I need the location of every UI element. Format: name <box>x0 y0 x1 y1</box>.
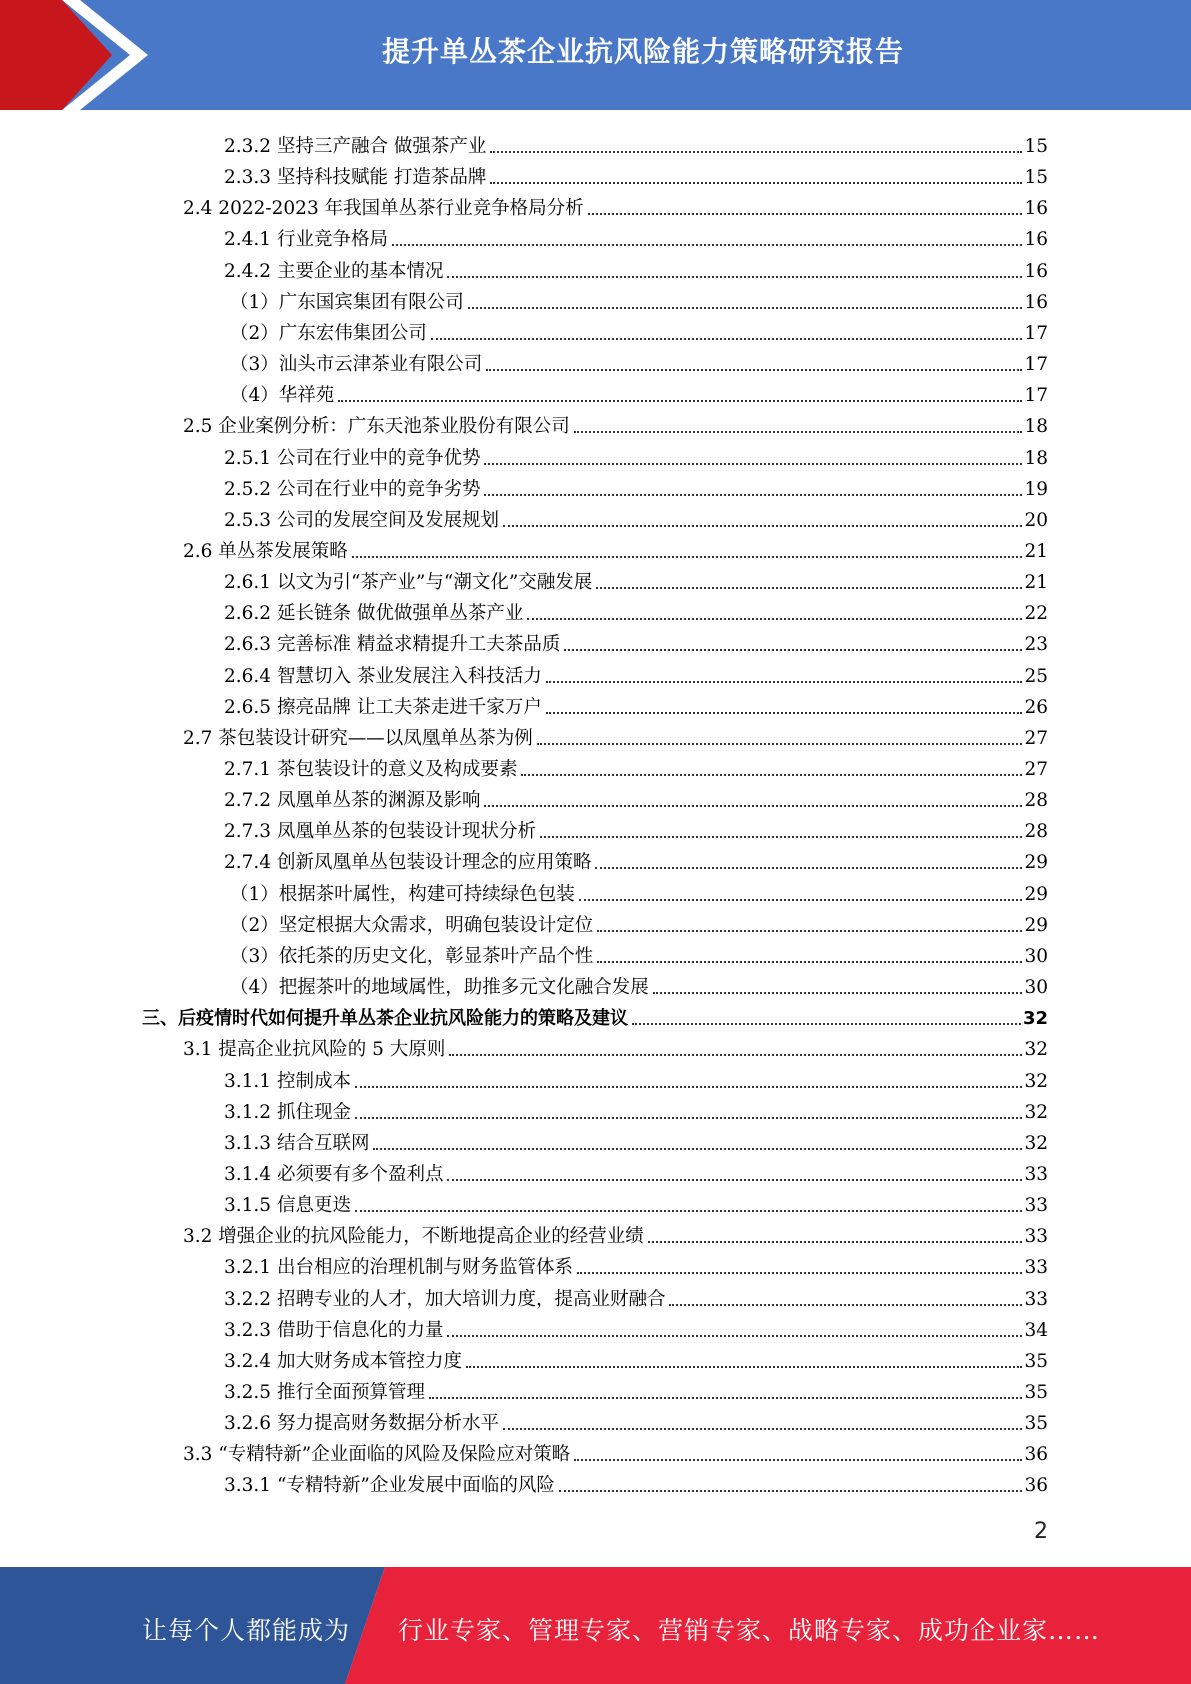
toc-entry[interactable] <box>224 782 1048 813</box>
toc-entry-page: 29 <box>1024 852 1048 874</box>
toc-entry[interactable] <box>224 626 1048 657</box>
toc-entry-title: 2.7.2 凤凰单丛茶的渊源及影响 <box>224 790 481 812</box>
toc-entry-page: 18 <box>1024 416 1048 438</box>
toc-entry-title: 2.4 2022-2023 年我国单丛茶行业竞争格局分析 <box>183 198 584 220</box>
toc-entry[interactable] <box>224 658 1048 689</box>
toc-entry[interactable] <box>224 1312 1048 1343</box>
toc-dot-leader <box>484 463 1022 465</box>
toc-entry-title: 3.2.4 加大财务成本管控力度 <box>224 1350 462 1372</box>
toc-entry-title: 2.6.3 完善标准 精益求精提升工夫茶品质 <box>224 634 561 656</box>
toc-entry-title: 3.1.1 控制成本 <box>224 1070 351 1092</box>
toc-dot-leader <box>574 431 1023 433</box>
toc-entry-title: 2.5.1 公司在行业中的竞争优势 <box>224 447 481 469</box>
toc-entry[interactable] <box>230 876 1048 907</box>
toc-entry-title: 2.4.2 主要企业的基本情况 <box>224 260 444 282</box>
toc-entry-title: （2）坚定根据大众需求，明确包装设计定位 <box>230 914 594 936</box>
toc-dot-leader <box>484 494 1022 496</box>
toc-entry-title: 3.1.5 信息更迭 <box>224 1195 351 1217</box>
toc-dot-leader <box>669 1304 1022 1306</box>
toc-entry-page: 27 <box>1024 727 1048 749</box>
toc-entry[interactable] <box>224 1374 1048 1405</box>
toc-entry[interactable] <box>224 440 1048 471</box>
toc-dot-leader <box>564 649 1022 651</box>
toc-entry-page: 28 <box>1024 790 1048 812</box>
toc-entry-title: 3.2.6 努力提高财务数据分析水平 <box>224 1413 499 1435</box>
toc-entry[interactable] <box>230 315 1048 346</box>
toc-dot-leader <box>503 525 1022 527</box>
toc-entry-page: 32 <box>1024 1070 1048 1092</box>
toc-entry-page: 33 <box>1024 1288 1048 1310</box>
toc-dot-leader <box>574 1459 1022 1461</box>
toc-entry-title: （1）广东国宾集团有限公司 <box>230 291 464 313</box>
toc-entry-page: 18 <box>1024 447 1048 469</box>
toc-dot-leader <box>653 992 1023 994</box>
toc-dot-leader <box>429 1397 1022 1399</box>
toc-dot-leader <box>537 743 1023 745</box>
toc-entry-title: 2.7.1 茶包装设计的意义及构成要素 <box>224 759 518 780</box>
toc-dot-leader <box>447 1335 1022 1337</box>
toc-dot-leader <box>468 307 1023 309</box>
toc-entry-page: 17 <box>1024 322 1048 344</box>
toc-entry-page: 16 <box>1024 229 1048 251</box>
toc-dot-leader <box>355 1086 1023 1088</box>
toc-entry[interactable] <box>224 253 1048 284</box>
toc-entry-title: 3.3 “专精特新”企业面临的风险及保险应对策略 <box>183 1444 571 1466</box>
toc-entry-title: 3.1.4 必须要有多个盈利点 <box>224 1163 444 1185</box>
toc-entry[interactable] <box>224 128 1048 159</box>
report-title: 提升单丛茶企业抗风险能力策略研究报告 <box>381 35 904 68</box>
toc-entry[interactable] <box>224 1281 1048 1312</box>
toc-entry-title: （2）广东宏伟集团公司 <box>230 322 427 344</box>
toc-entry[interactable] <box>183 1436 1048 1467</box>
toc-entry-title: 2.7.4 创新凤凰单丛包装设计理念的应用策略 <box>224 852 592 874</box>
toc-entry-page: 32 <box>1024 1132 1048 1154</box>
toc-dot-leader <box>486 369 1022 371</box>
toc-entry-title: 2.6 单丛茶发展策略 <box>183 540 348 562</box>
toc-entry-title: 2.7.3 凤凰单丛茶的包装设计现状分析 <box>224 821 536 843</box>
toc-entry-page: 15 <box>1024 136 1048 157</box>
toc-entry[interactable] <box>224 1094 1048 1125</box>
toc-entry-page: 21 <box>1024 540 1048 562</box>
toc-entry-page: 16 <box>1024 260 1048 282</box>
toc-entry[interactable] <box>224 1343 1048 1374</box>
toc-entry[interactable] <box>224 1125 1048 1156</box>
toc-entry-page: 35 <box>1024 1382 1048 1403</box>
toc-dot-leader <box>338 400 1022 402</box>
toc-entry-title: （4）华祥苑 <box>230 385 335 407</box>
toc-entry-title: 2.6.2 延长链条 做优做强单丛茶产业 <box>224 603 524 625</box>
toc-entry-page: 17 <box>1024 354 1048 376</box>
toc-entry[interactable] <box>230 346 1048 377</box>
toc-entry[interactable] <box>183 1218 1048 1249</box>
toc-entry[interactable] <box>224 159 1048 190</box>
toc-dot-leader <box>490 151 1022 153</box>
toc-entry-page: 27 <box>1024 759 1048 780</box>
toc-entry-title: 3.3.1 “专精特新”企业发展中面临的风险 <box>224 1475 555 1497</box>
footer-slogan-right: 行业专家、管理专家、营销专家、战略专家、成功企业家…… <box>398 1616 1101 1645</box>
toc-entry-page: 22 <box>1024 603 1048 625</box>
toc-entry-title: 2.3.3 坚持科技赋能 打造茶品牌 <box>224 167 487 189</box>
toc-entry[interactable] <box>230 907 1048 938</box>
footer-slogan-left: 让每个人都能成为 <box>142 1616 351 1645</box>
toc-dot-leader <box>579 899 1023 901</box>
toc-dot-leader <box>503 1428 1022 1430</box>
toc-entry-page: 25 <box>1024 665 1048 687</box>
toc-entry[interactable] <box>183 1031 1048 1062</box>
toc-entry[interactable] <box>224 1249 1048 1280</box>
toc-entry-page: 35 <box>1024 1350 1048 1372</box>
toc-entry-page: 30 <box>1024 977 1048 999</box>
toc-entry-title: 3.2.3 借助于信息化的力量 <box>224 1319 444 1341</box>
toc-dot-leader <box>352 556 1023 558</box>
toc-entry-title: 2.6.5 擦亮品牌 让工夫茶走进千家万户 <box>224 696 542 718</box>
toc-dot-leader <box>596 587 1022 589</box>
toc-entry-title: 3.1 提高企业抗风险的 5 大原则 <box>183 1039 446 1061</box>
toc-entry[interactable] <box>142 1000 1048 1031</box>
toc-entry-page: 33 <box>1024 1163 1048 1185</box>
toc-entry[interactable] <box>224 1187 1048 1218</box>
page-header <box>0 0 1191 110</box>
toc-entry[interactable] <box>224 1467 1048 1498</box>
toc-entry-page: 36 <box>1024 1475 1048 1497</box>
toc-entry-page: 33 <box>1024 1195 1048 1217</box>
toc-entry-page: 34 <box>1024 1319 1048 1341</box>
toc-entry-page: 15 <box>1024 167 1048 189</box>
toc-entry-title: （3）汕头市云津茶业有限公司 <box>230 354 483 376</box>
toc-entry-page: 35 <box>1024 1413 1048 1435</box>
page-number: 2 <box>1034 1519 1048 1544</box>
toc-entry[interactable] <box>224 1405 1048 1436</box>
toc-dot-leader <box>540 836 1022 838</box>
toc-entry[interactable] <box>224 1063 1048 1094</box>
toc-entry-title: 3.1.3 结合互联网 <box>224 1132 370 1154</box>
toc-entry-title: 2.6.1 以文为引“茶产业”与“潮文化”交融发展 <box>224 572 593 594</box>
toc-dot-leader <box>595 867 1022 869</box>
toc-entry-title: （3）依托茶的历史文化，彰显茶叶产品个性 <box>230 945 594 967</box>
toc-dot-leader <box>466 1366 1022 1368</box>
toc-entry[interactable] <box>224 564 1048 595</box>
toc-dot-leader <box>355 1210 1023 1212</box>
toc-entry[interactable] <box>224 844 1048 875</box>
toc-entry-page: 36 <box>1024 1444 1048 1466</box>
toc-dot-leader <box>597 930 1022 932</box>
toc-entry-page: 32 <box>1024 1039 1048 1061</box>
toc-entry[interactable] <box>224 471 1048 502</box>
toc-entry-page: 30 <box>1024 945 1048 967</box>
toc-entry-title: 三、后疫情时代如何提升单丛茶企业抗风险能力的策略及建议 <box>142 1008 628 1030</box>
toc-entry[interactable] <box>224 221 1048 252</box>
toc-dot-leader <box>355 1117 1023 1119</box>
toc-entry-page: 16 <box>1024 291 1048 313</box>
toc-entry-page: 28 <box>1024 821 1048 843</box>
toc-entry-title: 3.2.1 出台相应的治理机制与财务监管体系 <box>224 1257 573 1279</box>
toc-entry-title: 2.5 企业案例分析：广东天池茶业股份有限公司 <box>183 416 570 438</box>
toc-entry-page: 20 <box>1024 509 1048 531</box>
toc-dot-leader <box>527 618 1022 620</box>
toc-dot-leader <box>559 1490 1023 1492</box>
toc-entry-title: （4）把握茶叶的地域属性，助推多元文化融合发展 <box>230 977 649 999</box>
toc-entry[interactable] <box>230 969 1048 1000</box>
toc-dot-leader <box>490 182 1022 184</box>
toc-entry-title: 2.4.1 行业竞争格局 <box>224 229 388 251</box>
toc-entry-title: 3.2.2 招聘专业的人才，加大培训力度，提高业财融合 <box>224 1288 666 1310</box>
toc-entry[interactable] <box>183 190 1048 221</box>
toc-entry-title: 3.2.5 推行全面预算管理 <box>224 1382 425 1403</box>
toc-entry-title: 3.2 增强企业的抗风险能力，不断地提高企业的经营业绩 <box>183 1226 644 1248</box>
toc-entry-page: 23 <box>1024 634 1048 656</box>
toc-entry[interactable] <box>230 938 1048 969</box>
toc-entry-page: 33 <box>1024 1257 1048 1279</box>
toc-entry-page: 19 <box>1024 478 1048 500</box>
toc-entry-title: 2.5.2 公司在行业中的竞争劣势 <box>224 478 481 500</box>
toc-dot-leader <box>447 276 1022 278</box>
toc-dot-leader <box>597 961 1022 963</box>
toc-dot-leader <box>392 244 1022 246</box>
toc-dot-leader <box>577 1272 1022 1274</box>
toc-dot-leader <box>431 338 1023 340</box>
toc-dot-leader <box>546 712 1023 714</box>
toc-entry-page: 17 <box>1024 385 1048 407</box>
toc-entry[interactable] <box>183 533 1048 564</box>
toc-entry[interactable] <box>183 720 1048 751</box>
toc-entry[interactable] <box>224 502 1048 533</box>
toc-dot-leader <box>449 1054 1022 1056</box>
toc-entry-page: 21 <box>1024 572 1048 594</box>
toc-entry-page: 33 <box>1024 1226 1048 1248</box>
toc-entry[interactable] <box>224 595 1048 626</box>
toc-entry-page: 29 <box>1024 883 1048 905</box>
toc-dot-leader <box>588 213 1023 215</box>
toc-entry[interactable] <box>230 284 1048 315</box>
page-footer <box>0 1567 1191 1684</box>
toc-dot-leader <box>447 1179 1022 1181</box>
toc-entry-title: 2.3.2 坚持三产融合 做强茶产业 <box>224 136 487 157</box>
toc-dot-leader <box>648 1241 1023 1243</box>
toc-entry-title: 2.7 茶包装设计研究——以凤凰单丛茶为例 <box>183 727 533 749</box>
toc-entry-page: 32 <box>1022 1008 1048 1030</box>
toc-dot-leader <box>521 774 1022 776</box>
toc-entry-title: 2.6.4 智慧切入 茶业发展注入科技活力 <box>224 665 542 687</box>
toc-entry-title: （1）根据茶叶属性，构建可持续绿色包装 <box>230 883 575 905</box>
toc-entry[interactable] <box>224 1156 1048 1187</box>
toc-entry[interactable] <box>224 813 1048 844</box>
toc-dot-leader <box>373 1148 1022 1150</box>
toc-entry-page: 29 <box>1024 914 1048 936</box>
toc-entry-title: 2.5.3 公司的发展空间及发展规划 <box>224 509 499 531</box>
toc-entry[interactable] <box>183 408 1048 439</box>
toc-entry-page: 26 <box>1024 696 1048 718</box>
toc-entry-title: 3.1.2 抓住现金 <box>224 1101 351 1123</box>
toc-entry[interactable] <box>224 751 1048 782</box>
toc-dot-leader <box>484 805 1022 807</box>
toc-entry[interactable] <box>230 377 1048 408</box>
toc-dot-leader <box>632 1023 1021 1025</box>
toc-entry-page: 16 <box>1024 198 1048 220</box>
toc-entry-page: 32 <box>1024 1101 1048 1123</box>
toc-dot-leader <box>546 681 1023 683</box>
toc-entry[interactable] <box>224 689 1048 720</box>
